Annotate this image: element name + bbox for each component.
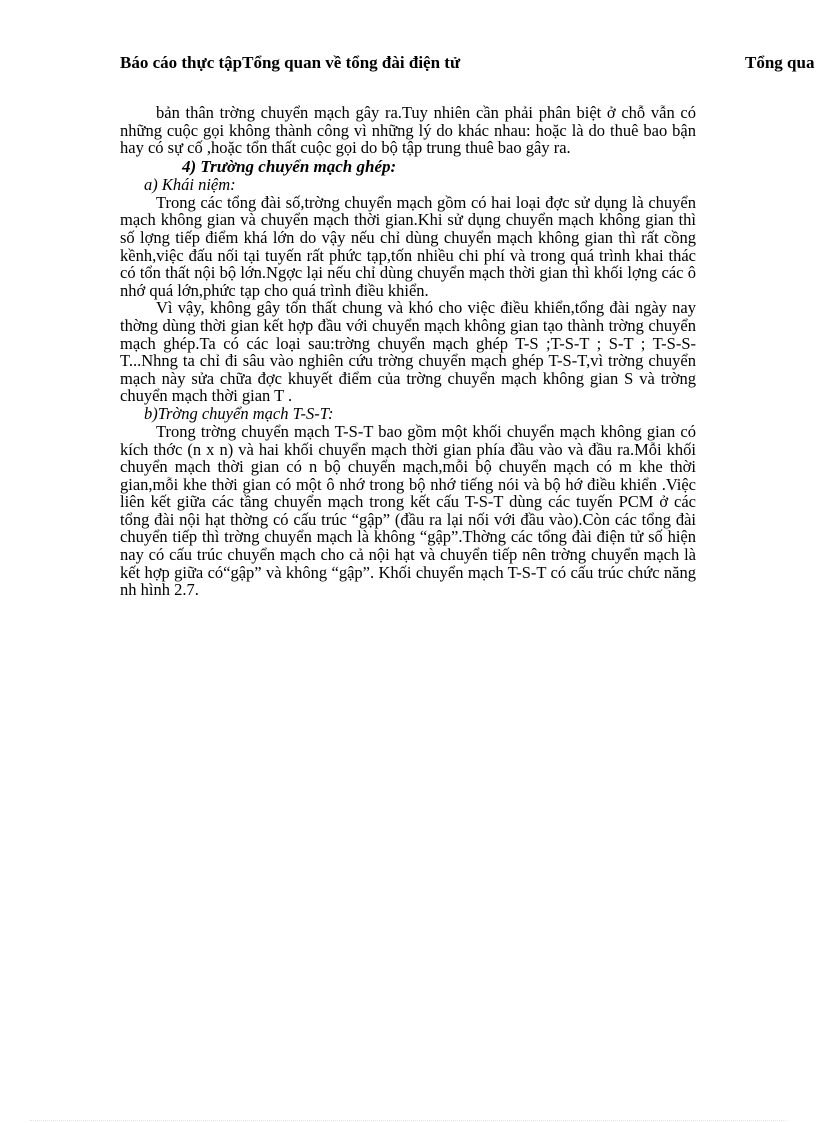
footer-divider <box>30 1120 786 1121</box>
paragraph-3: Vì vậy, không gây tổn thất chung và khó cho việc điều khiển,tổng đài ngày nay thờng dùng thời gian kết hợp đầu với chuyển mạch không gian tạo thành trờng chuyển mạch ghép.Ta có các loại sau:trờng chuyển mạch ghép T-S ;T-S-T ; S-T ; T-S-S-T...Nhng ta chỉ đi sâu vào nghiên cứu trờng chuyển mạch ghép T-S-T,vì trờng chuyển mạch này sửa chữa đợc khuyết điểm của trờng chuyển mạch không gian S và trờng chuyển mạch thời gian T . <box>120 298 696 406</box>
document-body <box>120 104 696 599</box>
subheading-b: b)Trờng chuyển mạch T-S-T: <box>144 403 334 423</box>
header-title: Báo cáo thực tậpTổng quan về tổng đài điện tử <box>120 53 461 72</box>
section-heading: 4) Trường chuyển mạch ghép: <box>182 156 397 176</box>
paragraph-1: bản thân trờng chuyển mạch gây ra.Tuy nhiên cần phải phân biệt ở chỗ vẫn có những cuộc gọi không thành công vì những lý do khác nhau: hoặc là do thuê bao bận hay có sự cố ,hoặc tổn thất cuộc gọi do bộ tập trung thuê bao gây ra. <box>120 103 696 158</box>
header-title-right: Tổng qua <box>745 53 815 72</box>
paragraph-2: Trong các tổng đài số,trờng chuyển mạch gồm có hai loại đợc sử dụng là chuyển mạch không gian và chuyển mạch thời gian.Khi sử dụng chuyển mạch không gian thì số lợng tiếp điểm khá lớn do vậy nếu chỉ dùng chuyển mạch không gian thì rất cồng kềnh,việc đấu nối tại tuyến rất phức tạp,tốn nhiều chi phí và trong quá trình khai thác có tổn thất nội bộ lớn.Ngợc lại nếu chỉ dùng chuyển mạch thời gian thì khối lợng các ô nhớ quá lớn,phức tạp cho quá trình điều khiển. <box>120 192 696 300</box>
subheading-a: a) Khái niệm: <box>144 174 236 194</box>
paragraph-4: Trong trờng chuyển mạch T-S-T bao gồm một khối chuyển mạch không gian có kích thớc (n x n) và hai khối chuyển mạch thời gian phía đầu vào và đầu ra.Mỗi khối chuyển mạch thời gian có n bộ chuyển mạch,mỗi bộ chuyển mạch có m khe thời gian,mỗi khe thời gian có một ô nhớ trong bộ nhớ tiếng nói và bộ hớ điều khiển .Việc liên kết giữa các tầng chuyển mạch trong kết cấu T-S-T dùng các tuyến PCM ở các tổng đài nội hạt thờng có cấu trúc “gập” (đầu ra lại nối với đầu vào).Còn các tổng đài chuyển tiếp thì trờng chuyển mạch là không “gập”.Thờng các tổng đài điện tử số hiện nay có cấu trúc chuyển mạch cho cả nội hạt và chuyển tiếp nên trờng chuyển mạch là kết hợp giữa có“gập” và không “gập”. Khối chuyển mạch T-S-T có cấu trúc chức năng nh hình 2.7. <box>120 421 696 600</box>
